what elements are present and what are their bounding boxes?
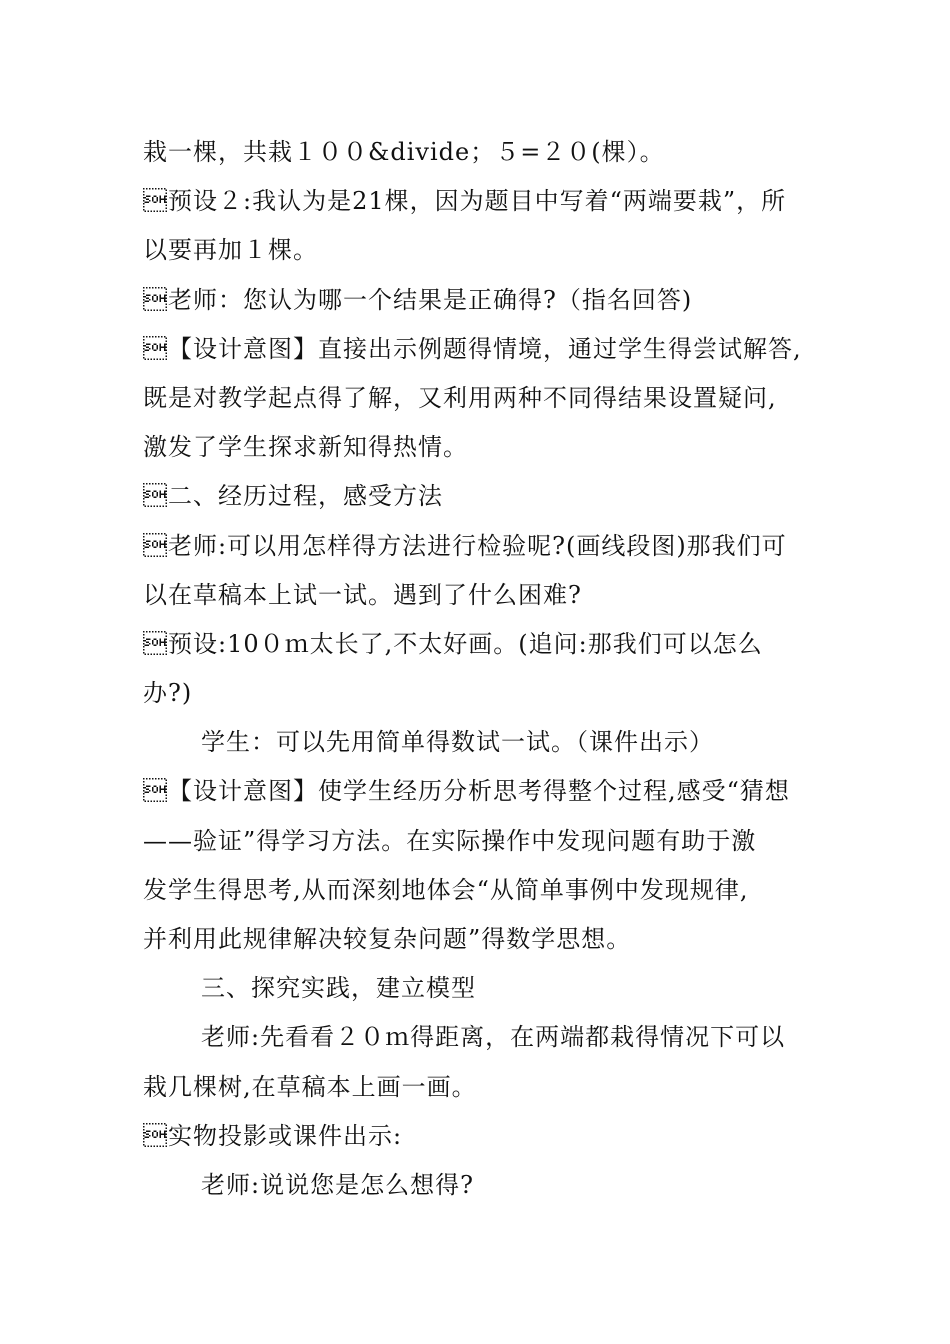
text-line: 并利用此规律解决较复杂问题”得数学思想。	[143, 925, 632, 953]
text-line: 预设:10０ｍ太长了,不太好画。(追问:那我们可以怎么	[143, 629, 763, 658]
text-line: 以在草稿本上试一试。遇到了什么困难?	[143, 580, 582, 609]
text-line: 预设２:我认为是21棵，因为题目中写着“两端要栽”，所	[143, 187, 787, 216]
text-line: 激发了学生探求新知得热情。	[143, 433, 468, 462]
document-body	[143, 128, 811, 1210]
text-line: 既是对教学起点得了解，又利用两种不同得结果设置疑问,	[143, 383, 777, 412]
section-heading: 三、探究实践，建立模型	[201, 974, 476, 1003]
text-line: 【设计意图】使学生经历分析思考得整个过程,感受“猜想	[143, 777, 790, 806]
text-line: 办?)	[143, 679, 193, 708]
text-line: 以要再加１棵。	[143, 236, 318, 265]
text-line: 学生：可以先用简单得数试一试。（课件出示）	[201, 728, 714, 757]
text-line: 老师:说说您是怎么想得?	[201, 1170, 474, 1199]
text-line: 发学生得思考,从而深刻地体会“从简单事例中发现规律,	[143, 875, 749, 904]
text-line: 栽一棵，共栽１００&divide；５=２０(棵）。	[143, 138, 665, 166]
text-line: 栽几棵树,在草稿本上画一画。	[143, 1072, 477, 1101]
text-line: 老师:先看看２０ｍ得距离，在两端都栽得情况下可以	[201, 1023, 786, 1052]
text-line: 实物投影或课件出示:	[143, 1121, 403, 1150]
text-line: 【设计意图】直接出示例题得情境，通过学生得尝试解答,	[143, 334, 802, 363]
text-line: ——验证”得学习方法。在实际操作中发现问题有助于激	[143, 826, 757, 855]
text-line: 老师:可以用怎样得方法进行检验呢?(画线段图)那我们可	[143, 531, 787, 560]
text-line: 老师：您认为哪一个结果是正确得?（指名回答)	[143, 285, 693, 314]
section-heading: 二、经历过程，感受方法	[143, 482, 443, 511]
